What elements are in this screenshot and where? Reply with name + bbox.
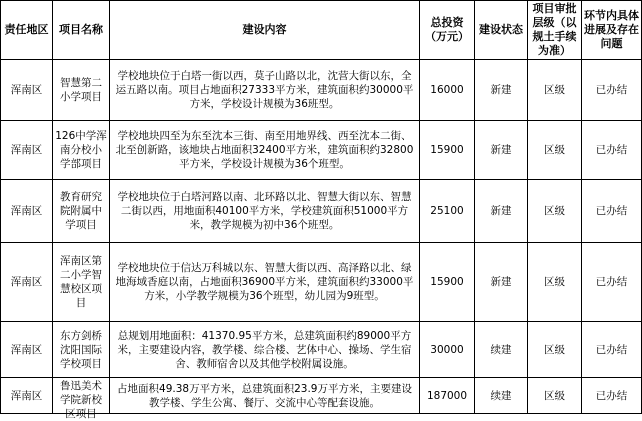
row-investment: 30000 <box>420 322 475 378</box>
row-progress: 已办结 <box>582 378 642 414</box>
row-project-name: 教育研究院附属中学项目 <box>53 180 110 243</box>
row-project-name-text: 鲁迅美术学院新校区项目 <box>60 380 102 420</box>
row-project-name <box>53 378 110 420</box>
table-row <box>1 243 642 322</box>
header-investment: 总投资（万元） <box>420 1 475 60</box>
row-district: 浑南区 <box>1 121 53 180</box>
table-row <box>1 180 642 243</box>
row-approval: 区级 <box>528 60 582 121</box>
row-progress: 已办结 <box>582 243 642 322</box>
row-investment: 25100 <box>420 180 475 243</box>
row-status: 新建 <box>475 243 528 322</box>
row-project-name: 智慧第二小学项目 <box>53 60 110 121</box>
row-district: 浑南区 <box>1 322 53 378</box>
header-approval-text: 项目审批层级（以规土手续为准） <box>532 2 577 57</box>
table-row <box>1 121 642 180</box>
row-investment: 187000 <box>420 378 475 414</box>
row-content: 学校地块四至为东至沈本三街、南至用地界线、西至沈本二街、北至创新路，该地块占地面积32400平方米，建筑面积约32800平方米，学校设计规模为36个班型。 <box>110 121 420 180</box>
header-progress-text: 环节内具体进展及存在问题 <box>584 9 639 50</box>
row-content: 学校地块位于白塔一街以西，莫子山路以北，沈营大街以东，全运五路以南。项目占地面积27333平方米，建筑面积约30000平方米，学校设计规模为36班型。 <box>110 60 420 121</box>
header-name: 项目名称 <box>53 1 110 60</box>
row-district: 浑南区 <box>1 378 53 414</box>
row-district: 浑南区 <box>1 180 53 243</box>
row-content: 学校地块位于白塔河路以南、北环路以北、智慧大街以东、智慧二街以西，用地面积40100平方米，学校建筑面积51000平方米，教学规模为初中36个班型。 <box>110 180 420 243</box>
row-status: 续建 <box>475 322 528 378</box>
header-content: 建设内容 <box>110 1 420 60</box>
row-approval: 区级 <box>528 180 582 243</box>
row-district: 浑南区 <box>1 60 53 121</box>
row-investment: 16000 <box>420 60 475 121</box>
row-content: 学校地块位于信达万科城以东、智慧大街以西、高泽路以北、绿地海域香庭以南，占地面积36900平方米，建筑面积约33000平方米，小学教学规模为36个班型，幼儿园为9班型。 <box>110 243 420 322</box>
row-project-name: 126中学浑南分校小学部项目 <box>53 121 110 180</box>
row-district: 浑南区 <box>1 243 53 322</box>
header-district: 责任地区 <box>1 1 53 60</box>
row-project-name: 东方剑桥沈阳国际学校项目 <box>53 322 110 378</box>
header-approval <box>528 1 582 60</box>
row-progress: 已办结 <box>582 121 642 180</box>
header-progress <box>582 1 642 60</box>
row-approval: 区级 <box>528 121 582 180</box>
row-progress: 已办结 <box>582 180 642 243</box>
row-content: 总规划用地面积：41370.95平方米，总建筑面积约89000平方米，主要建设内容，教学楼、综合楼、艺体中心、操场、学生宿舍、教师宿舍以及其他学校附属设施。 <box>110 322 420 378</box>
row-investment: 15900 <box>420 121 475 180</box>
row-status: 新建 <box>475 121 528 180</box>
row-approval: 区级 <box>528 378 582 414</box>
row-approval: 区级 <box>528 243 582 322</box>
table-row <box>1 60 642 121</box>
row-content: 占地面积49.38万平方米，总建筑面积23.9万平方米，主要建设教学楼、学生公寓、餐厅、交流中心等配套设施。 <box>110 378 420 414</box>
row-investment: 15900 <box>420 243 475 322</box>
row-project-name: 浑南区第二小学智慧校区项目 <box>53 243 110 322</box>
row-approval: 区级 <box>528 322 582 378</box>
row-status: 新建 <box>475 60 528 121</box>
row-status: 新建 <box>475 180 528 243</box>
row-status: 续建 <box>475 378 528 414</box>
row-progress: 已办结 <box>582 322 642 378</box>
table-row <box>1 322 642 378</box>
header-row <box>1 1 642 60</box>
header-status: 建设状态 <box>475 1 528 60</box>
table-row <box>1 378 642 414</box>
row-progress: 已办结 <box>582 60 642 121</box>
